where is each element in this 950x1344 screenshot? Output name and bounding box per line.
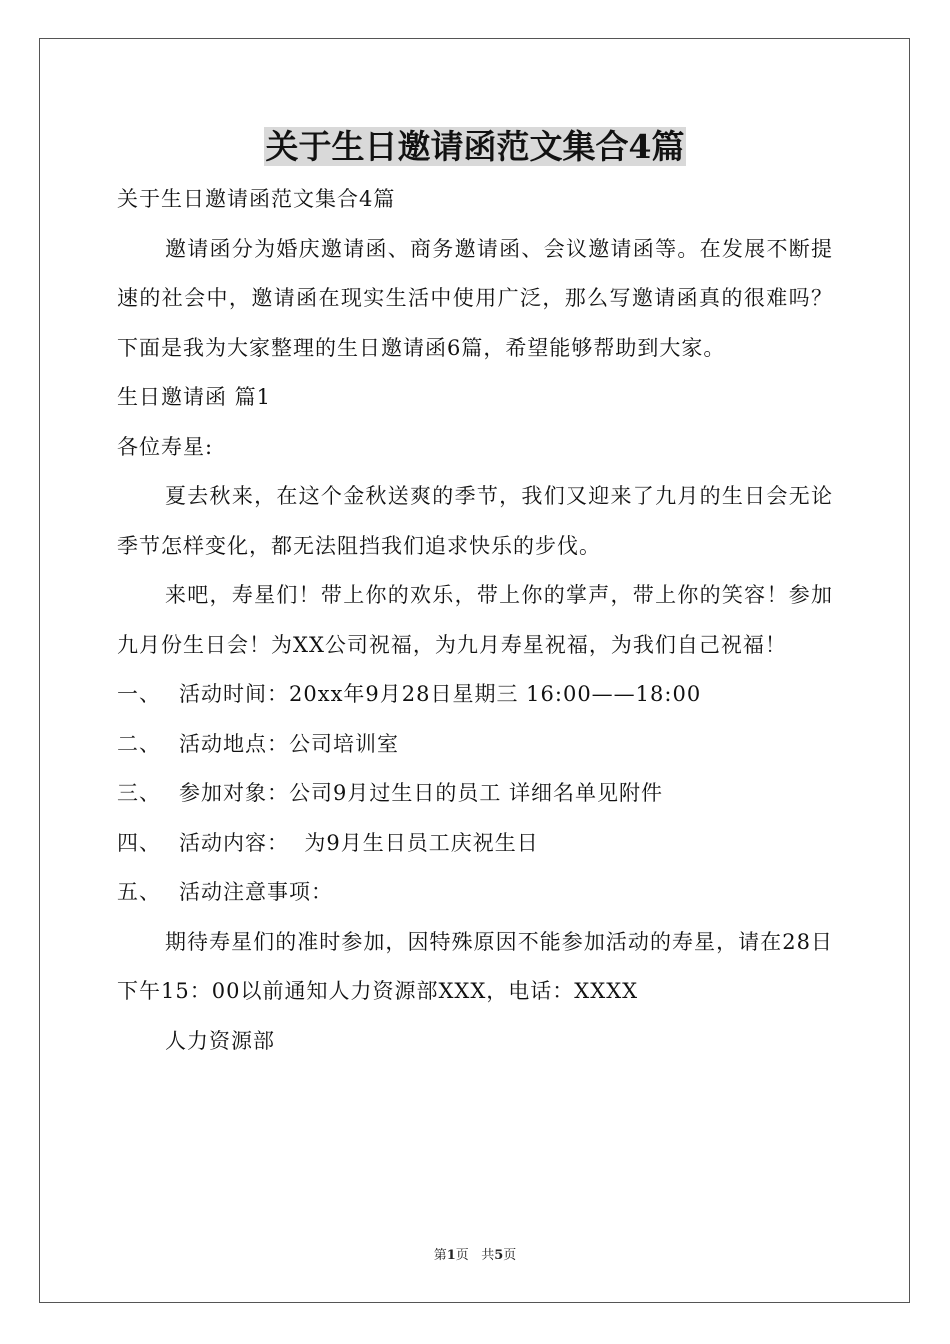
- notice-paragraph: 期待寿星们的准时参加，因特殊原因不能参加活动的寿星，请在28日下午15：00以前通知人力资源部XXX，电话：XXXX: [117, 929, 833, 1003]
- list-item-time: [117, 670, 833, 720]
- document-subtitle: 关于生日邀请函范文集合4篇: [117, 187, 396, 211]
- list-item-number: 二、: [117, 731, 161, 756]
- footer-prefix: 第: [433, 1248, 447, 1263]
- document-title-container: [0, 124, 950, 170]
- list-item-notes: [117, 868, 833, 918]
- list-item-number: 一、: [117, 682, 161, 706]
- list-item-number: 三、: [117, 781, 161, 805]
- signature: 人力资源部: [165, 1028, 275, 1053]
- body-paragraph-1: 夏去秋来，在这个金秋送爽的季节，我们又迎来了九月的生日会无论季节怎样变化，都无法阻挡我们追求快乐的步伐。: [117, 484, 833, 558]
- list-item-number: 五、: [117, 880, 161, 904]
- list-item-text: 活动内容： 为9月生日员工庆祝生日: [179, 830, 539, 855]
- document-title: 关于生日邀请函范文集合4篇: [265, 127, 685, 166]
- document-body: [117, 175, 833, 1066]
- list-item-text: 活动地点：公司培训室: [179, 731, 399, 756]
- list-item-location: [117, 720, 833, 770]
- list-item-participants: [117, 769, 833, 819]
- footer-page-current: 1: [446, 1248, 456, 1263]
- salutation: 各位寿星:: [117, 434, 214, 459]
- footer-page-total: 5: [494, 1248, 504, 1263]
- list-item-text: 活动时间：20xx年9月28日星期三 16:00——18:00: [179, 682, 702, 706]
- page-footer: [0, 1246, 950, 1266]
- list-item-text: 活动注意事项：: [179, 880, 333, 904]
- body-paragraph-2: 来吧，寿星们！带上你的欢乐，带上你的掌声，带上你的笑容！参加九月份生日会！为XX公司祝福，为九月寿星祝福，为我们自己祝福！: [117, 583, 833, 657]
- list-item-content: [117, 819, 833, 869]
- list-item-text: 参加对象：公司9月过生日的员工 详细名单见附件: [179, 781, 664, 805]
- section-heading: 生日邀请函 篇1: [117, 385, 272, 409]
- intro-paragraph: 邀请函分为婚庆邀请函、商务邀请函、会议邀请函等。在发展不断提速的社会中，邀请函在现实生活中使用广泛，那么写邀请函真的很难吗？下面是我为大家整理的生日邀请函6篇，希望能够帮助到大家。: [117, 236, 833, 360]
- footer-mid: 页 共: [455, 1248, 495, 1263]
- footer-suffix: 页: [503, 1248, 517, 1263]
- list-item-number: 四、: [117, 830, 161, 855]
